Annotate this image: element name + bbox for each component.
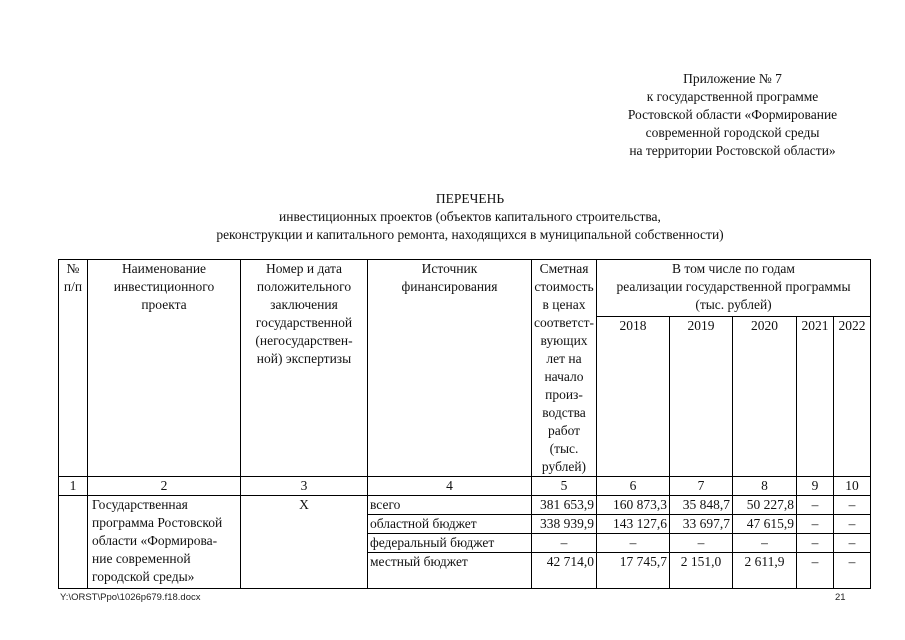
header-project-name: Наименование инвестиционного проекта [88,260,241,477]
cost-value: 381 653,9 [532,496,597,515]
column-number: 3 [241,477,368,496]
column-number: 1 [59,477,88,496]
document-heading [120,190,820,244]
appendix-line: Ростовской области «Формирование [627,107,838,122]
project-number-cell [59,496,88,589]
project-expertise: Х [241,496,368,589]
appendix-caption [560,70,905,160]
document-title: ПЕРЕЧЕНЬ [435,191,505,206]
year-2022-value: – [834,534,871,553]
funding-source: федеральный бюджет [368,534,532,553]
year-2018-value: 17 745,7 [597,553,670,589]
appendix-line: Приложение № 7 [683,71,782,86]
year-2021-value: – [797,553,834,589]
header-years-group: В том числе по годам реализации государственной программы (тыс. рублей) [597,260,871,317]
year-2020-value: 50 227,8 [733,496,797,515]
appendix-line: современной городской среды [645,125,820,140]
year-2022-value: – [834,553,871,589]
year-2022-value: – [834,496,871,515]
header-expertise: Номер и дата положительного заключения государственной (негосударствен- ной) экспертизы [241,260,368,477]
appendix-line: на территории Ростовской области» [629,143,836,158]
header-estimated-cost: Сметная стоимость в ценах соответст- вующих лет на начало произ- водства работ (тыс. рублей) [532,260,597,477]
column-number: 8 [733,477,797,496]
year-2018-value: 143 127,6 [597,515,670,534]
cost-value: – [532,534,597,553]
year-2018-value: 160 873,3 [597,496,670,515]
year-2021-value: – [797,496,834,515]
year-2020-value: 2 611,9 [733,553,797,589]
appendix-line: к государственной программе [646,89,819,104]
header-year-2022: 2022 [834,316,871,476]
column-number: 2 [88,477,241,496]
year-2019-value: – [670,534,733,553]
column-number: 4 [368,477,532,496]
header-year-2019: 2019 [670,316,733,476]
column-number: 7 [670,477,733,496]
cost-value: 338 939,9 [532,515,597,534]
header-year-2018: 2018 [597,316,670,476]
page-number: 21 [835,592,846,603]
column-number: 6 [597,477,670,496]
cost-value: 42 714,0 [532,553,597,589]
year-2020-value: 47 615,9 [733,515,797,534]
header-year-2020: 2020 [733,316,797,476]
header-number: № п/п [59,260,88,477]
year-2021-value: – [797,515,834,534]
year-2020-value: – [733,534,797,553]
column-number: 10 [834,477,871,496]
header-funding-source: Источник финансирования [368,260,532,477]
year-2019-value: 35 848,7 [670,496,733,515]
column-number: 9 [797,477,834,496]
header-year-2021: 2021 [797,316,834,476]
investment-projects-table [58,259,871,589]
document-subtitle-line: инвестиционных проектов (объектов капитального строительства, [279,209,661,224]
funding-source: местный бюджет [368,553,532,589]
document-subtitle-line: реконструкции и капитального ремонта, находящихся в муниципальной собственности) [216,227,724,242]
footer-file-path: Y:\ORST\Ppo\1026p679.f18.docx [60,592,201,603]
funding-source: всего [368,496,532,515]
column-number: 5 [532,477,597,496]
year-2022-value: – [834,515,871,534]
project-name: Государственная программа Ростовской области «Формирова- ние современной городской среды» [88,496,241,589]
year-2021-value: – [797,534,834,553]
funding-source: областной бюджет [368,515,532,534]
year-2019-value: 33 697,7 [670,515,733,534]
year-2018-value: – [597,534,670,553]
year-2019-value: 2 151,0 [670,553,733,589]
